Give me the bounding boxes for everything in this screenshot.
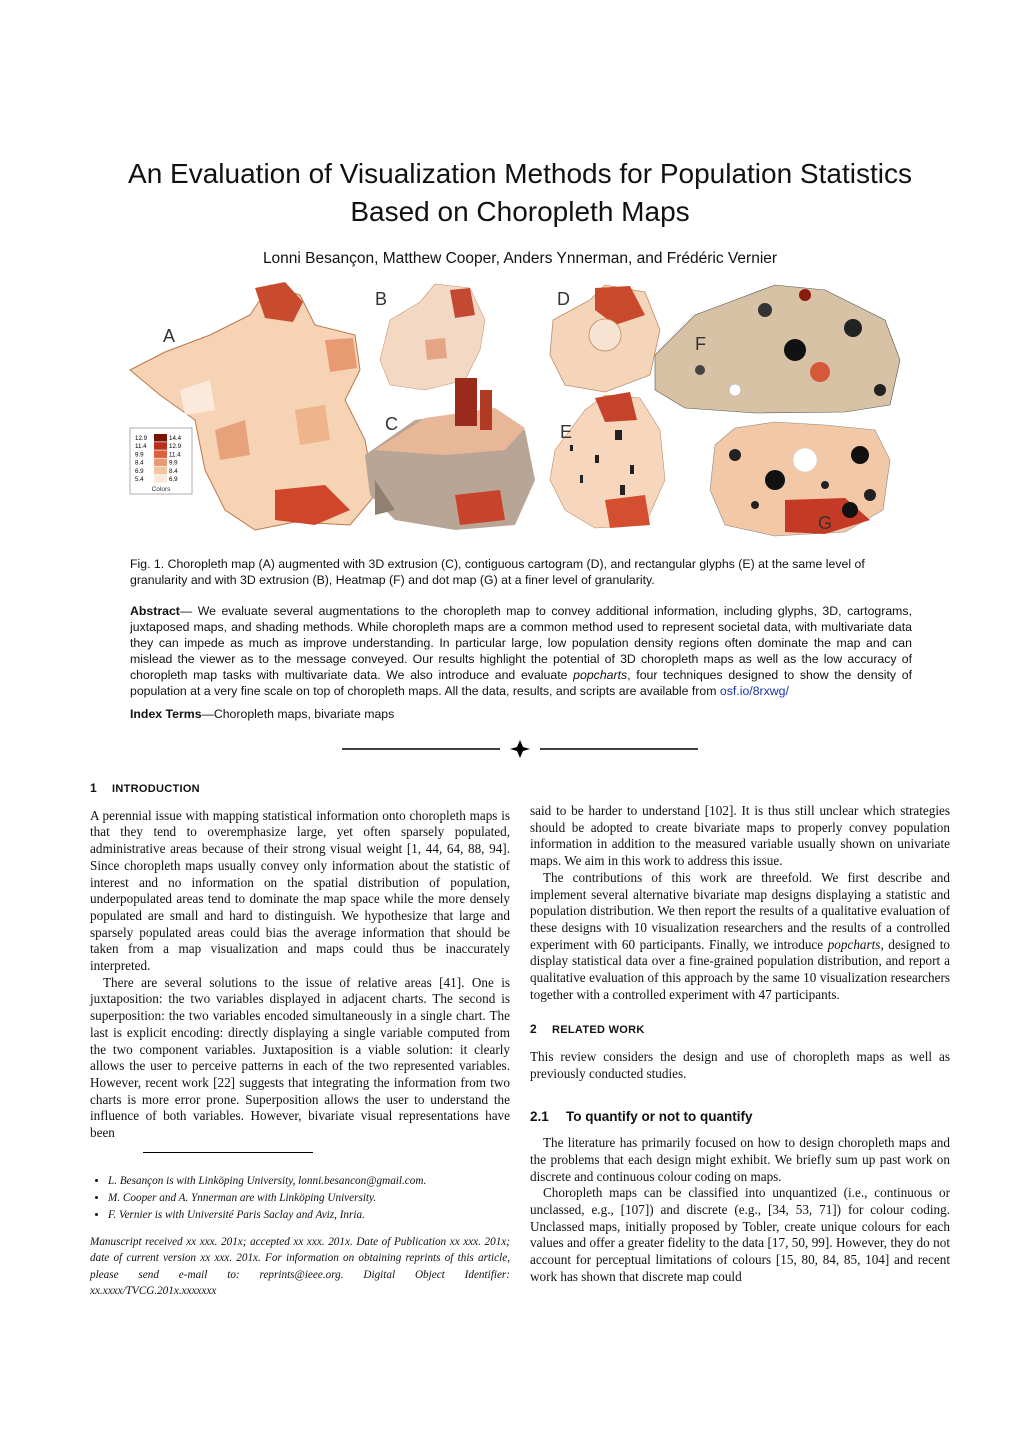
section-1-heading: 1 INTRODUCTION	[90, 781, 200, 795]
legend-swatch	[154, 450, 167, 458]
intro-paragraph-4: The contributions of this work are threefold. We first describe and implement several alternative bivariate map designs displaying a statistic and population distribution. We then report the results of a qualitative evaluation of these designs with 10 visualization researchers and the results of a controlled experiment with 60 participants. Finally, we introduce popcharts, designed to display statistical data over a fine-grained population distribution, and report a qualitative evaluation of this approach by the same 10 visualization researchers together with a controlled experiment with 47 participants.	[530, 869, 950, 1002]
legend-low-value: 12.9	[135, 435, 148, 442]
legend-high-value: 6.9	[169, 476, 178, 483]
index-terms-text: —Choropleth maps, bivariate maps	[201, 707, 395, 721]
section-2-heading: 2 RELATED WORK	[530, 1022, 645, 1037]
abstract-text-2: , four techniques designed to show the density of population at a very fine scale on top of choropleth maps. All the data, results, and scripts are available from	[130, 668, 912, 698]
right-column	[530, 803, 950, 1286]
legend-high-value: 11.4	[169, 451, 181, 459]
label-b: B	[375, 289, 388, 309]
label-f: F	[695, 334, 706, 354]
figure-caption: Fig. 1. Choropleth map (A) augmented with 3D extrusion (C), contiguous cartogram (D), and rectangular glyphs (E) at the same level of granularity and with 3D extrusion (B), Heatmap (F) and dot map (G) at a finer level of granularity.	[130, 557, 865, 587]
legend-low-value: 9.9	[135, 451, 144, 459]
label-c: C	[385, 414, 398, 434]
label-e: E	[560, 422, 573, 442]
footnote-item: • L. Besançon is with Linköping University, lonni.besancon@gmail.com.	[108, 1173, 510, 1190]
map-g	[710, 422, 890, 536]
legend-high-value: 14.4	[169, 435, 182, 442]
abstract	[130, 603, 912, 699]
legend-swatch	[154, 475, 167, 483]
star-ornament-icon	[510, 740, 530, 758]
legend-title: Colors	[151, 486, 171, 493]
legend-swatch	[154, 467, 167, 475]
label-g: G	[818, 513, 833, 533]
quantify-paragraph-2: Choropleth maps can be classified into unquantized (i.e., continuous or unclassed, e.g., [107]) and discrete (e.g., [34, 53, 71]) for colour coding. Unclassed maps, initially proposed by Tobler, create unique colours for each values and offer a greater fidelity to the data [17, 50, 99]. However, they do not account for perceptual limitations of colours [15, 80, 84, 85, 104] and recent work has shown that discrete map could	[530, 1185, 950, 1284]
affiliation-footnotes	[90, 1173, 510, 1224]
intro-paragraph-3: said to be harder to understand [102]. It is thus still unclear which strategies should be adopted to create bivariate maps to properly convey population information in addition to the measured variable usually shown on univariate maps. We aim in this work to address this issue.	[530, 803, 950, 869]
abstract-label: Abstract	[130, 604, 180, 618]
abstract-emphasis: popcharts	[573, 668, 628, 682]
footnote-item: • M. Cooper and A. Ynnerman are with Linköping University.	[108, 1190, 510, 1207]
section-2-1-heading: 2.1 To quantify or not to quantify	[530, 1108, 753, 1124]
legend-low-value: 6.9	[135, 467, 144, 475]
related-paragraph-1: This review considers the design and use of choropleth maps as well as previously conducted studies.	[530, 1049, 950, 1081]
legend-low-value: 11.4	[135, 443, 147, 451]
index-terms-label: Index Terms	[130, 707, 202, 721]
legend-low-value: 5.4	[135, 476, 144, 483]
left-column	[90, 780, 510, 1300]
teaser-figure	[125, 280, 915, 538]
map-f	[655, 285, 900, 413]
index-terms	[130, 707, 394, 721]
color-legend	[130, 428, 192, 494]
label-d: D	[557, 289, 570, 309]
data-link[interactable]: osf.io/8rxwg/	[719, 684, 789, 698]
map-b	[380, 284, 485, 390]
legend-high-value: 9.9	[169, 459, 178, 467]
intro-paragraph-1: A perennial issue with mapping statistical information onto choropleth maps is that they tend to overemphasize large, yet often sparsely populated, administrative areas because of their strong visual weight [1, 44, 64, 88, 94]. Since choropleth maps usually convey only information about the statistic of interest and no information on the spatial distribution of population, underpopulated areas tend to dominate the map space while the more densely populated are small and hard to distinguish. We hypothesize that large and sparsely populated areas could bias the average information that should be taken from a map visualization and maps could thus be inaccurately interpreted.	[90, 807, 510, 974]
footnote-item: • F. Vernier is with Université Paris Saclay and Aviz, Inria.	[108, 1207, 510, 1224]
author-list: Lonni Besançon, Matthew Cooper, Anders Ynnerman, and Frédéric Vernier	[262, 250, 778, 267]
legend-high-value: 12.9	[169, 443, 182, 451]
quantify-paragraph-1: The literature has primarily focused on how to design choropleth maps and the problems that each design might exhibit. We briefly sum up past work on discrete and continuous colour coding on maps.	[530, 1135, 950, 1184]
legend-low-value: 8.4	[135, 459, 144, 467]
paper-title	[80, 155, 960, 231]
map-c	[365, 378, 535, 530]
legend-high-value: 8.4	[169, 467, 178, 475]
legend-swatch	[154, 459, 167, 467]
abstract-text-1: — We evaluate several augmentations to the choropleth map to convey additional information, including glyphs, 3D, cartograms, juxtaposed maps, and shading methods. While choropleth maps are a common method used to represent societal data, with multivariate data they can impede as much as improve understanding. In particular large, low population density regions often dominate the map and can mislead the viewer as to the message conveyed. Our results highlight the potential of 3D choropleth maps as well as the low accuracy of choropleth map tasks with multivariate data. We also introduce and evaluate	[130, 604, 912, 682]
intro-paragraph-2: There are several solutions to the issue of relative areas [41]. One is juxtaposition: the two variables displayed in adjacent charts. The second is superposition: the two variables encoded simultaneously in a single chart. The last is explicit encoding: directly displaying a single variable computed from the two component variables. Juxtaposition is a viable solution: it clearly allows the user to perceive patterns in each of the two represented variables. However, recent work [22] suggests that integrating the information from two charts is more error prone. Superposition allows the user to understand the influence of both variables. However, bivariate visual representations have been	[90, 974, 510, 1141]
legend-swatch	[154, 442, 167, 450]
section-divider	[342, 740, 698, 760]
map-e	[550, 392, 665, 528]
label-a: A	[163, 326, 176, 346]
footnote-rule	[143, 1152, 313, 1153]
title-line-1: An Evaluation of Visualization Methods for Population Statistics	[128, 158, 912, 189]
legend-swatch	[154, 434, 167, 442]
title-line-2: Based on Choropleth Maps	[350, 196, 690, 227]
manuscript-note: Manuscript received xx xxx. 201x; accepted xx xxx. 201x. Date of Publication xx xxx. 201x; date of current version xx xxx. 201x. For information on obtaining reprints of this article, please send e-mail to: reprints@ieee.org. Digital Object Identifier: xx.xxxx/TVCG.201x.xxxxxxx	[90, 1235, 510, 1298]
